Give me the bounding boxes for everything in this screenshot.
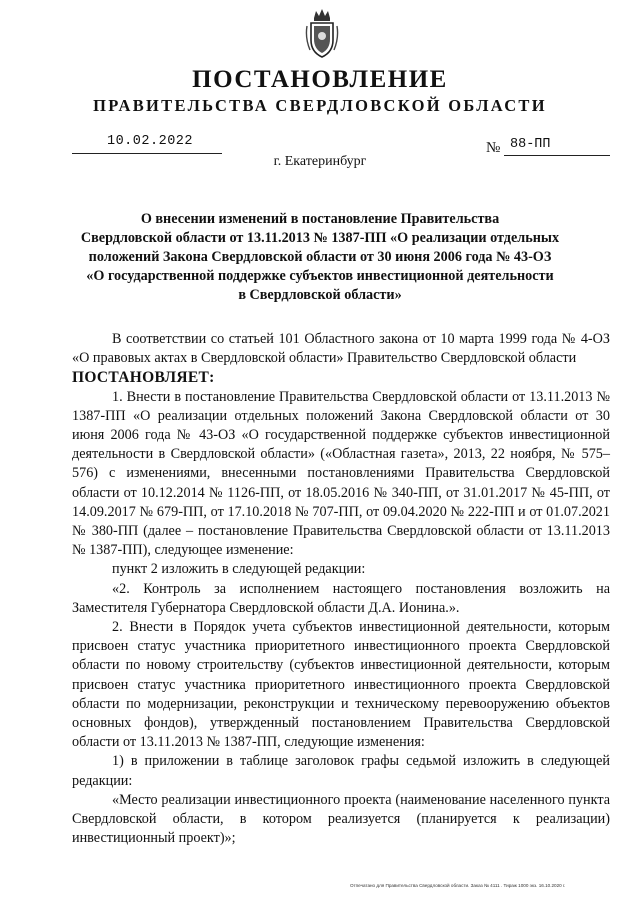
heading-line: О внесении изменений в постановление Правительства [140, 211, 500, 227]
coat-of-arms-icon [305, 8, 339, 60]
decree-word: ПОСТАНОВЛЯЕТ: [72, 369, 215, 387]
heading-line: Свердловской области от 13.11.2013 № 1387-ПП «О реализации отдельных [80, 230, 560, 246]
document-type-title: ПОСТАНОВЛЕНИЕ [192, 66, 448, 93]
print-imprint: Отпечатано для Правительства Свердловской области. Заказ № 4111 . Тираж 1000 экз. 16.10.2020 г. [350, 883, 566, 888]
issuing-authority: ПРАВИТЕЛЬСТВА СВЕРДЛОВСКОЙ ОБЛАСТИ [93, 96, 547, 115]
paragraph-1a: пункт 2 изложить в следующей редакции: [112, 561, 366, 578]
paragraph-1b: «2. Контроль за исполнением настоящего постановления возложить на Заместителя Губернатора Свердловской области Д.А. Ионина.». [72, 580, 610, 616]
city: г. Екатеринбург [273, 154, 367, 169]
document-date: 10.02.2022 [106, 134, 193, 149]
document-heading [80, 210, 560, 305]
paragraph-1: 1. Внести в постановление Правительства Свердловской области от 13.11.2013 № 1387-ПП «О реализации отдельных положений Закона Свердловской области от 30 июня 2006 года № 43-ОЗ «О государственной поддержке субъектов инвестиционной деятельности в Свердловской области» («Областная газета», 2013, 22 ноября, № 575–576) с изменениями, внесенными постановлениями Правительства Свердловской области от 10.12.2014 № 1126-ПП, от 18.05.2016 № 340-ПП, от 31.01.2017 № 45-ПП, от 14.09.2017 № 679-ПП, от 17.10.2018 № 707-ПП, от 09.04.2020 № 222-ПП и от 01.07.2021 № 380-ПП (далее – постановление Правительства Свердловской области от 13.11.2013 № 1387-ПП), следующее изменение: [72, 388, 610, 559]
paragraph-2a: 1) в приложении в таблице заголовок графы седьмой изложить в следующей редакции: [72, 753, 610, 789]
heading-line: в Свердловской области» [238, 287, 402, 303]
number-sign: № [486, 140, 501, 156]
intro-paragraph: В соответствии со статьей 101 Областного закона от 10 марта 1999 года № 4-ОЗ «О правовых актах в Свердловской области» Правительство Свердловской области [72, 331, 610, 367]
paragraph-2b: «Место реализации инвестиционного проекта (наименование населенного пункта Свердловской области, в котором реализуется (планируется к реализации) инвестиционный проект)»; [72, 791, 610, 847]
document-number: 88-ПП [510, 137, 551, 152]
heading-line: «О государственной поддержке субъектов инвестиционной деятельности [86, 268, 554, 284]
heading-line: положений Закона Свердловской области от 30 июня 2006 года № 43-ОЗ [88, 249, 552, 265]
document-body [72, 330, 610, 848]
paragraph-2: 2. Внести в Порядок учета субъектов инвестиционной деятельности, которым присвоен статус участника приоритетного инвестиционного проекта Свердловской области по новому строительству (субъектов инвестиционной деятельности, которым присвоен статус участника приоритетного инвестиционного проекта Свердловской области по модернизации, реконструкции и техническому перевооружению объектов основных фондов), утвержденный постановлением Правительства Свердловской области от 13.11.2013 № 1387-ПП, следующие изменения: [72, 619, 610, 751]
